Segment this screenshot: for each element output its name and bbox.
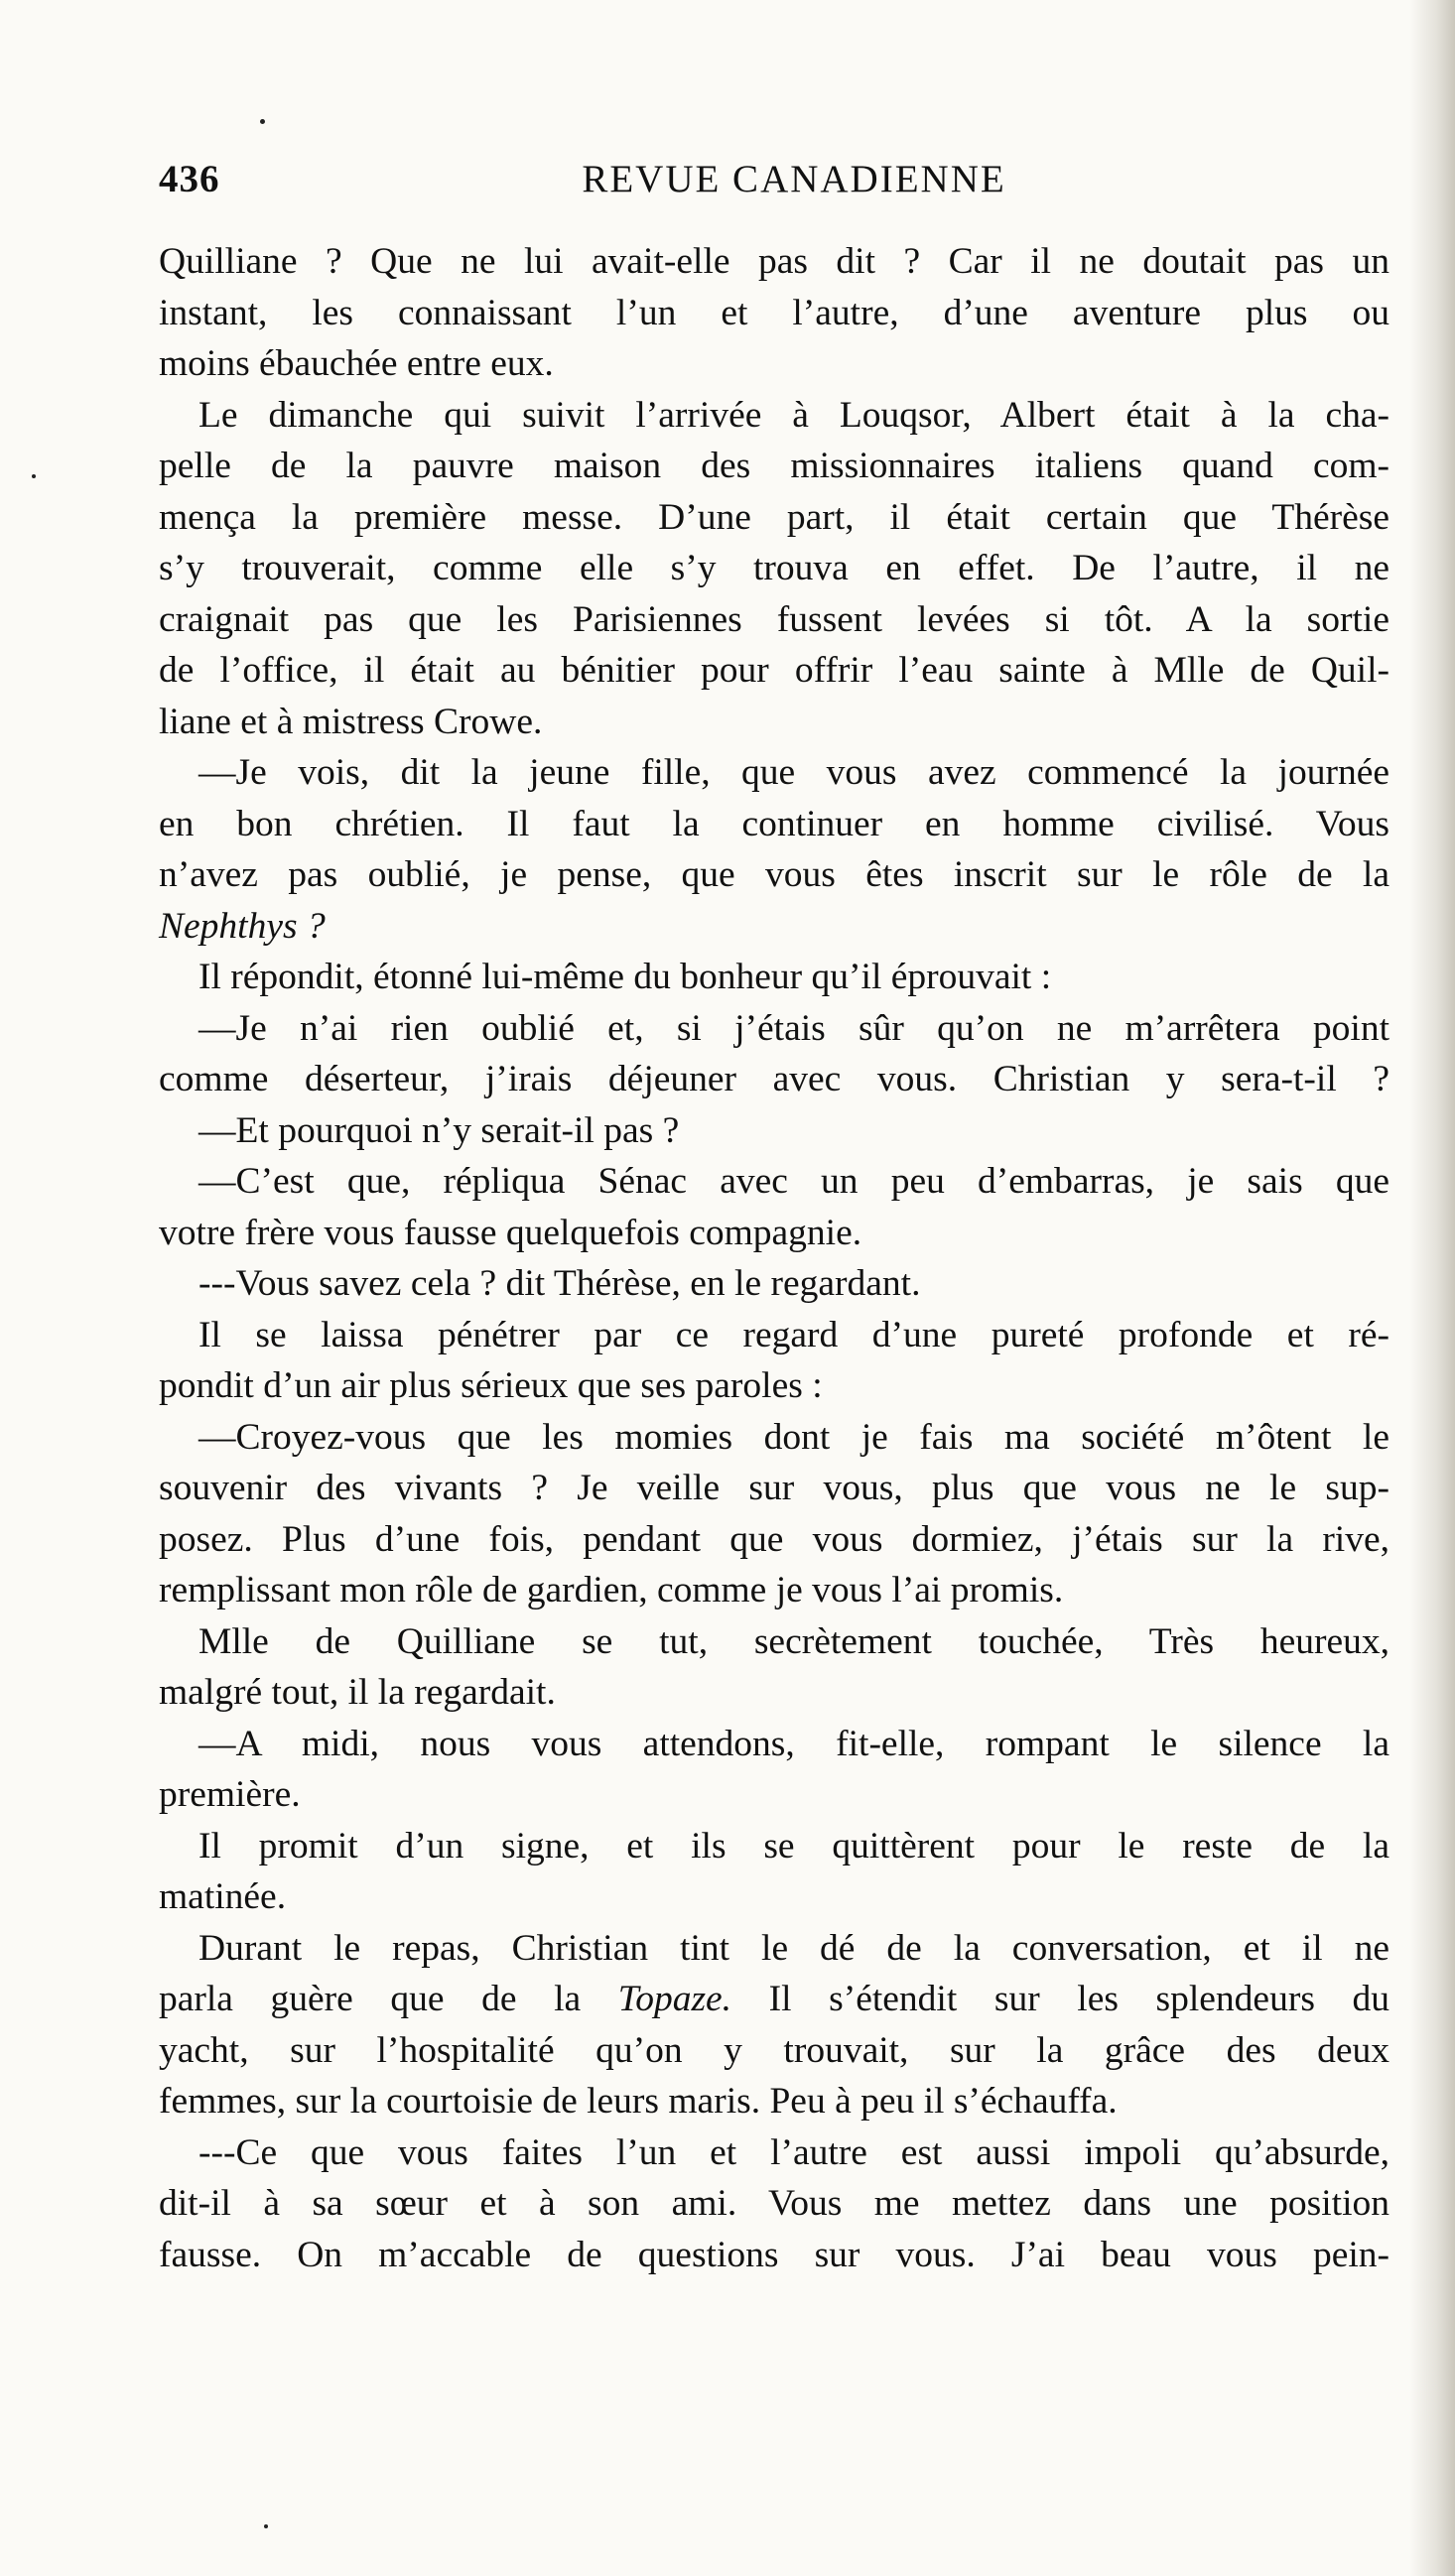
text-line <box>159 338 1389 390</box>
text-line-content: parla guère que de la <box>159 1979 618 2019</box>
text-line-content: posez. Plus d’une fois, pendant que vous dormiez, j’étais sur la rive, <box>159 1518 1389 1560</box>
text-line <box>159 288 1389 339</box>
text-line <box>159 1054 1389 1105</box>
text-line <box>159 1463 1389 1514</box>
text-line <box>159 952 1389 1003</box>
text-line <box>159 543 1389 594</box>
text-line <box>159 1923 1389 1975</box>
text-line <box>159 390 1389 442</box>
text-line-content: Il promit d’un signe, et ils se quittèrent pour le reste de la <box>198 1825 1389 1867</box>
text-line-content: ---Vous savez cela ? dit Thérèse, en le regardant. <box>198 1263 921 1304</box>
text-line-content: Il se laissa pénétrer par ce regard d’une pureté profonde et ré- <box>198 1314 1389 1355</box>
text-line <box>159 1821 1389 1872</box>
page-number: 436 <box>159 158 220 200</box>
text-line-content: mença la première messe. D’une part, il était certain que Thérèse <box>159 496 1389 538</box>
text-line-continuation: Il s’étendit sur les splendeurs du <box>731 1979 1390 2019</box>
text-line <box>159 1156 1389 1208</box>
text-line <box>159 1616 1389 1668</box>
text-line <box>159 1565 1389 1616</box>
italic-title: Nephthys ? <box>159 905 326 947</box>
running-head <box>159 149 1389 218</box>
text-line-content: pelle de la pauvre maison des missionnaires italiens quand com- <box>159 446 1389 486</box>
text-line <box>159 1871 1389 1923</box>
text-line <box>159 2076 1389 2127</box>
text-line-content: malgré tout, il la regardait. <box>159 1672 556 1713</box>
text-line <box>159 594 1389 646</box>
print-speck <box>32 474 36 478</box>
text-line-content: —Et pourquoi n’y serait-il pas ? <box>198 1109 680 1151</box>
text-line <box>159 492 1389 544</box>
text-line-content: craignait pas que les Parisiennes fussent levées si tôt. A la sortie <box>159 598 1389 640</box>
text-line-content: s’y trouverait, comme elle s’y trouva en effet. De l’autre, il ne <box>159 548 1389 588</box>
text-line <box>159 849 1389 901</box>
journal-title: REVUE CANADIENNE <box>582 158 1006 200</box>
page-content <box>159 149 1389 2280</box>
text-line-content: Il répondit, étonné lui-même du bonheur qu’il éprouvait : <box>198 957 1052 997</box>
text-line <box>159 697 1389 748</box>
print-speck <box>264 2524 268 2528</box>
text-line-content: remplissant mon rôle de gardien, comme je vous l’ai promis. <box>159 1570 1064 1610</box>
text-line-content: moins ébauchée entre eux. <box>159 343 554 384</box>
text-line-content: de l’office, il était au bénitier pour offrir l’eau sainte à Mlle de Quil- <box>159 650 1389 691</box>
text-line <box>159 1974 1389 2025</box>
text-line <box>159 441 1389 492</box>
text-line-content: —Je vois, dit la jeune fille, que vous avez commencé la journée <box>198 752 1389 793</box>
text-line-content: liane et à mistress Crowe. <box>159 701 543 742</box>
text-line <box>159 747 1389 799</box>
print-speck <box>260 119 265 124</box>
text-line <box>159 2127 1389 2179</box>
text-line-content: dit-il à sa sœur et à son ami. Vous me mettez dans une position <box>159 2183 1389 2224</box>
text-line <box>159 645 1389 697</box>
text-line <box>159 2230 1389 2281</box>
text-line-content: Quilliane ? Que ne lui avait-elle pas dit ? Car il ne doutait pas un <box>159 241 1389 282</box>
text-line-content: pondit d’un air plus sérieux que ses paroles : <box>159 1365 823 1406</box>
text-line-content: n’avez pas oublié, je pense, que vous êtes inscrit sur le rôle de la <box>159 854 1389 895</box>
text-line <box>159 2025 1389 2077</box>
text-line <box>159 1412 1389 1464</box>
italic-title: Topaze. <box>617 1979 732 2019</box>
text-line <box>159 1667 1389 1719</box>
text-line-content: —A midi, nous vous attendons, fit-elle, rompant le silence la <box>198 1723 1389 1764</box>
text-line-content: femmes, sur la courtoisie de leurs maris. Peu à peu il s’échauffa. <box>159 2081 1118 2122</box>
text-line-content: —Croyez-vous que les momies dont je fais ma société m’ôtent le <box>198 1416 1389 1458</box>
text-line-content: votre frère vous fausse quelquefois compagnie. <box>159 1212 862 1253</box>
text-line-content: instant, les connaissant l’un et l’autre, d’une aventure plus ou <box>159 292 1389 333</box>
text-line-content: Durant le repas, Christian tint le dé de la conversation, et il ne <box>198 1927 1389 1969</box>
text-line-content: Mlle de Quilliane se tut, secrètement touchée, Très heureux, <box>198 1620 1389 1662</box>
text-line <box>159 2178 1389 2230</box>
text-line-content: souvenir des vivants ? Je veille sur vous, plus que vous ne le sup- <box>159 1468 1389 1508</box>
text-line <box>159 1360 1389 1412</box>
text-line <box>159 236 1389 288</box>
text-line <box>159 799 1389 850</box>
text-line <box>159 1105 1389 1157</box>
text-line-content: ---Ce que vous faites l’un et l’autre est aussi impoli qu’absurde, <box>198 2131 1389 2173</box>
text-line-content: —Je n’ai rien oublié et, si j’étais sûr qu’on ne m’arrêtera point <box>198 1007 1389 1049</box>
text-line <box>159 1514 1389 1566</box>
text-line-content: première. <box>159 1774 301 1815</box>
text-line <box>159 901 1389 953</box>
text-line-content: Le dimanche qui suivit l’arrivée à Louqsor, Albert était à la cha- <box>198 394 1389 436</box>
text-line <box>159 1310 1389 1361</box>
text-line-content: —C’est que, répliqua Sénac avec un peu d’embarras, je sais que <box>198 1161 1389 1202</box>
text-line-content: yacht, sur l’hospitalité qu’on y trouvait, sur la grâce des deux <box>159 2029 1389 2071</box>
text-line <box>159 1258 1389 1310</box>
text-line <box>159 1003 1389 1055</box>
text-line-content: comme déserteur, j’irais déjeuner avec vous. Christian y sera-t-il ? <box>159 1059 1389 1099</box>
text-line-content: en bon chrétien. Il faut la continuer en homme civilisé. Vous <box>159 803 1389 844</box>
text-line <box>159 1719 1389 1770</box>
text-line-content: fausse. On m’accable de questions sur vous. J’ai beau vous pein- <box>159 2234 1389 2275</box>
article-text <box>159 236 1389 2280</box>
text-line-content: matinée. <box>159 1876 287 1917</box>
text-line <box>159 1769 1389 1821</box>
text-line <box>159 1208 1389 1259</box>
page-edge-shadow <box>1409 0 1455 2576</box>
